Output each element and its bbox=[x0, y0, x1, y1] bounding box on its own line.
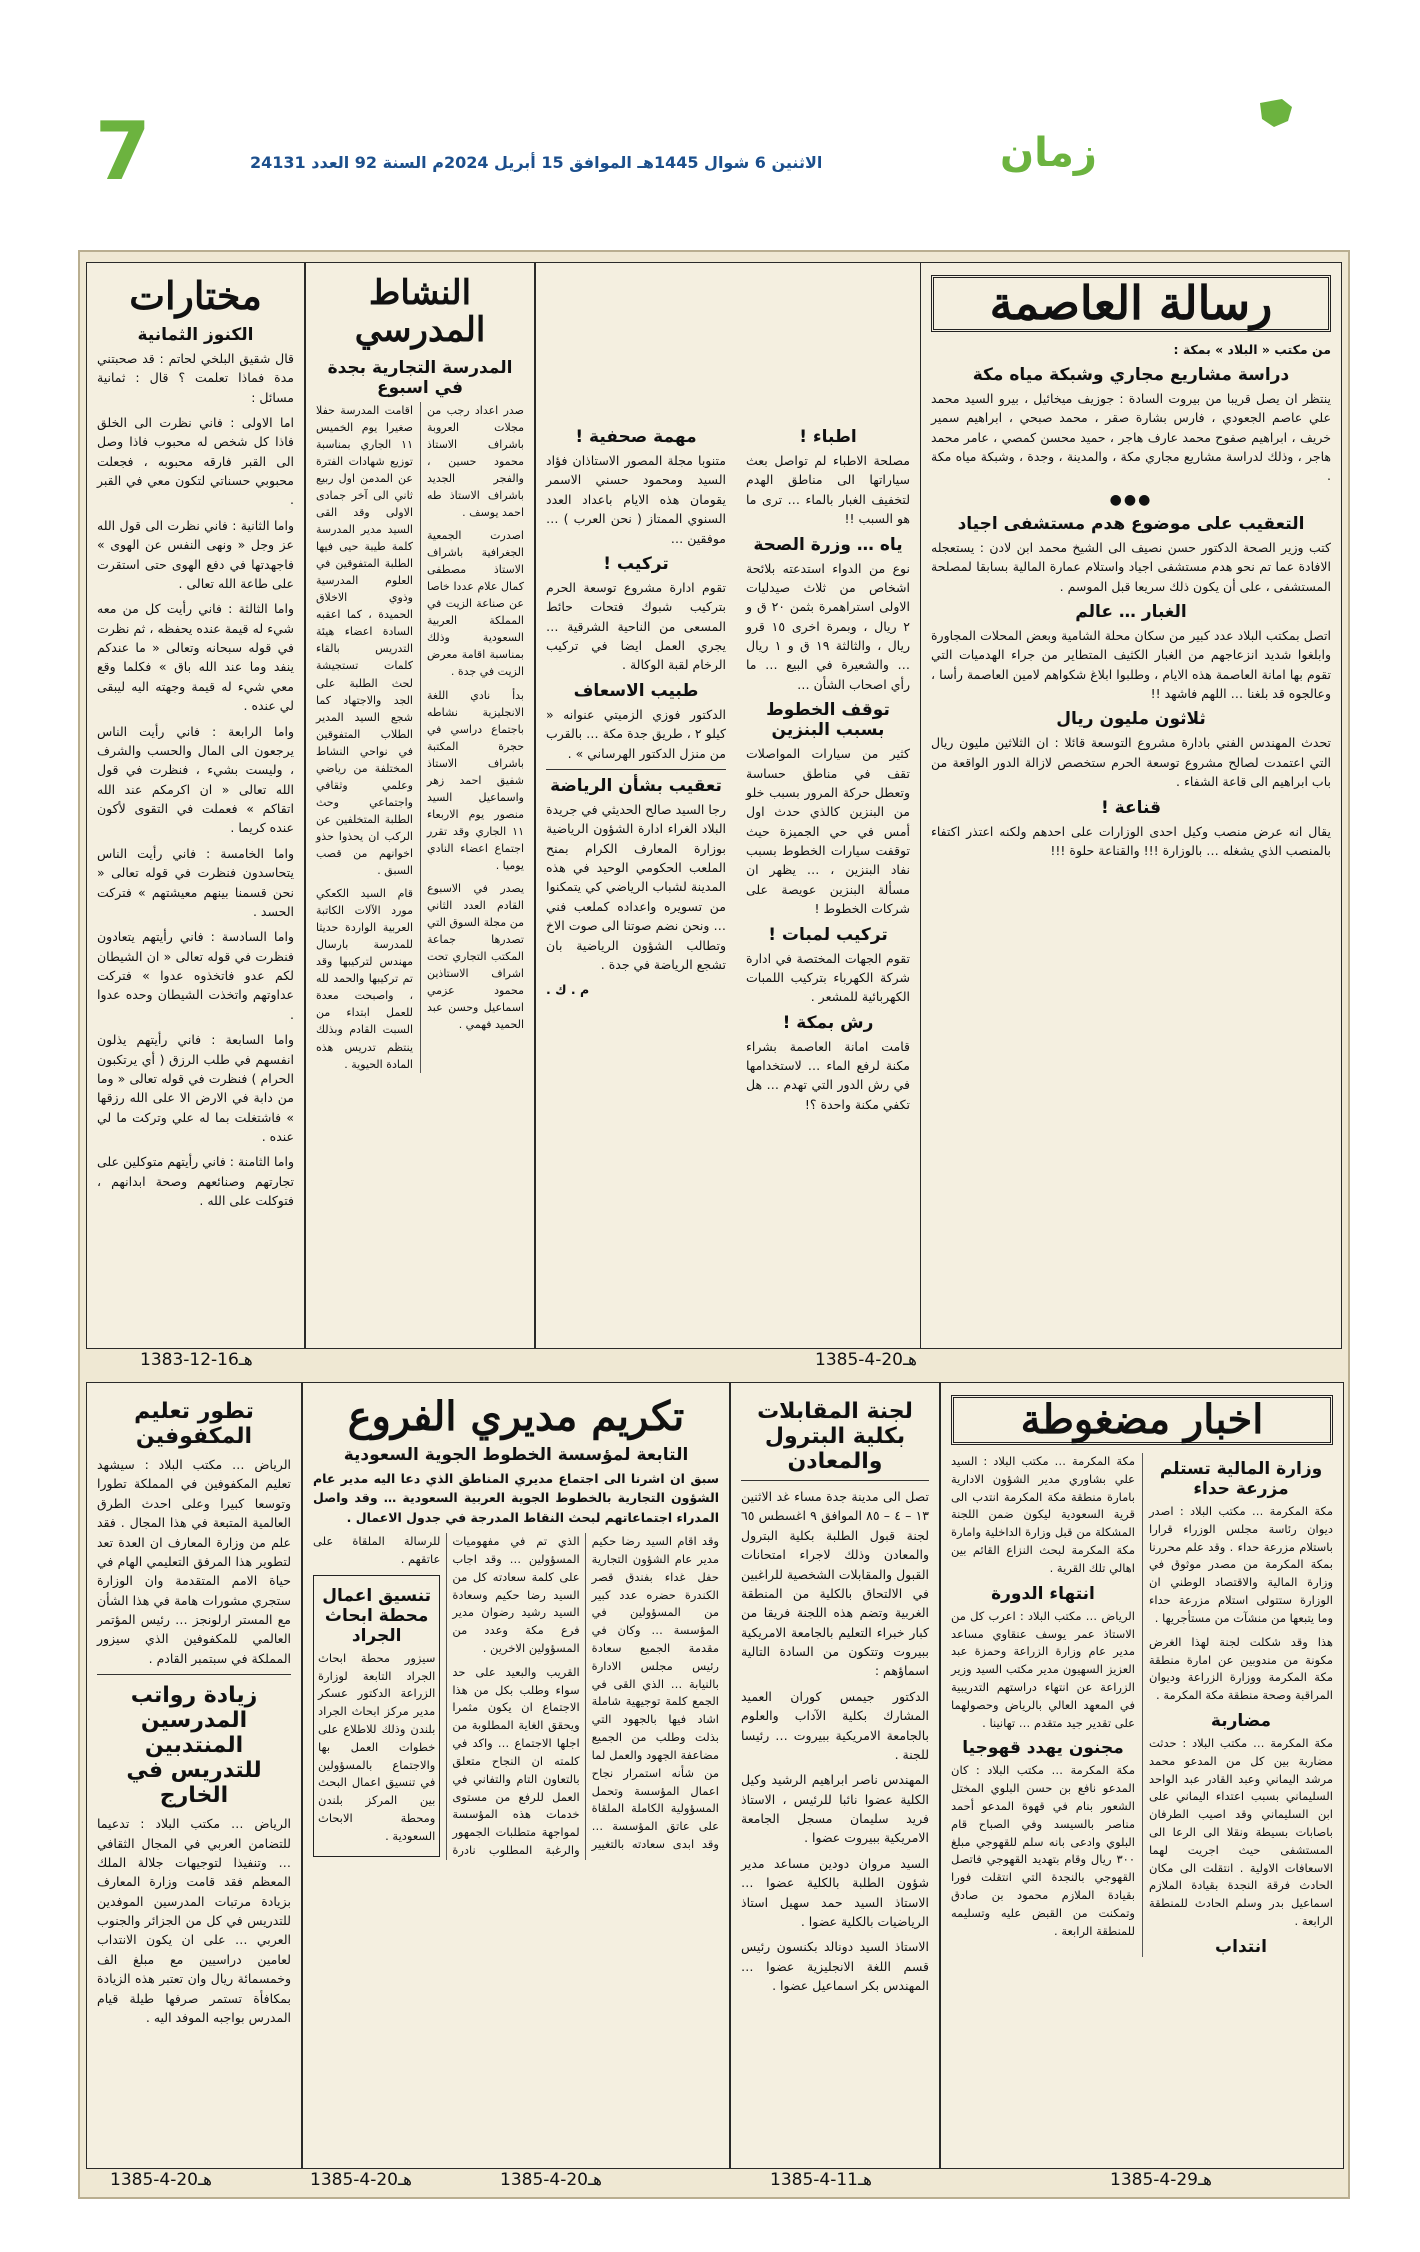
clip-news-s1-text: مكة المكرمة … مكتب البلاد : السيد علي بشاوري مدير الشؤون الادارية بامارة منطقة مكة المكرمة انتدب الى قرية السعودية ليكون ضمن اللجنة المشكلة من قبل وزارة الداخلية وامارة مكة المكرمة لبحث النزاع القائم بين اهالي تلك القرية . bbox=[951, 1454, 1135, 1575]
clip-committee-p4: السيد مروان دودين مساعد مدير شؤون الطلبة بالكلية عضوا … الاستاذ السيد حمد سهيل استاذ الرياضيات بالكلية عضوا . bbox=[741, 1855, 929, 1929]
clip-capital-s11-text: تقوم ادارة مشروع توسعة الحرم بتركيب شبوك فتحات حائط المسعى من الناحية الشرقية … يجري العمل ايضا في تركيب الرخام لقبة الوكالة . bbox=[546, 579, 726, 673]
clip-school-activity bbox=[305, 262, 535, 1349]
date-line: الاثنين 6 شوال 1445هـ الموافق 15 أبريل 2024م السنة 92 العدد 24131 bbox=[250, 153, 823, 172]
clip-school-p1: صدر اعداد رجب من مجلات العروبة باشراف الاستاذ محمود حسين ، والفجر الجديد باشراف الاستاذ طه احمد يوسف . bbox=[427, 403, 524, 520]
clip-choices-title: الكنوز الثمانية bbox=[137, 324, 254, 345]
clip-capital-letter bbox=[920, 262, 1342, 1349]
clip-blind-education bbox=[86, 1382, 302, 2169]
clip-capital-s5-text: مصلحة الاطباء لم تواصل بعث سياراتها الى مناطق الهدم لتخفيف الغبار بالماء … ترى ما هو السبب !! bbox=[746, 453, 910, 527]
clip-capital-s8-text: تقوم الجهات المختصة في ادارة شركة الكهرباء بتركيب اللمبات الكهربائية للمشعر . bbox=[746, 950, 910, 1005]
date-news: 1385-4-29هـ bbox=[1110, 2170, 1212, 2190]
locust-box bbox=[313, 1575, 440, 1857]
clip-capital-s7-title: توقف الخطوط بسبب البنزين bbox=[766, 700, 890, 741]
section-title: زمان bbox=[1000, 130, 1097, 176]
clip-school-p4: يصدر في الاسبوع القادم العدد الثاني من مجلة السوق التي تصدرها جماعة المكتب التجاري تحت اشراف الاستاذين محمود عزمي اسماعيل وحسن عبد الحميد فهمي . bbox=[427, 882, 524, 1032]
clip-news-masthead: اخبار مضغوطة bbox=[951, 1395, 1333, 1445]
clip-choices-q6: واما السادسة : فاني رأيتهم يتعادون فنظرت في قوله تعالى « ان الشيطان لكم عدو فاتخذوه عدوا » فتركت عداوتهم واتخذت الشيطان وحده عدوا . bbox=[97, 929, 294, 1022]
clip-capital-s13-sign: م . ك . bbox=[546, 982, 590, 998]
clip-capital-s5-title: اطباء ! bbox=[799, 427, 857, 447]
clip-school-p3: بدأ نادي اللغة الانجليزية نشاطه باجتماع دراسي في حجرة المكتبة باشراف الاستاذ شفيق احمد زهر واسماعيل السيد منصور يوم الاربعاء ١١ الجاري وقد تقرر اجتماع اعضاء النادي يوميا . bbox=[427, 688, 524, 872]
archive-sheet bbox=[78, 250, 1350, 2199]
clip-petroleum-committee bbox=[730, 1382, 940, 2169]
clip-capital-s1-title: التعقيب على موضوع هدم مستشفى اجياد bbox=[957, 513, 1305, 534]
clip-honor-p2: القريب والبعيد على حد سواء وطلب بكل من هذا الاجتماع ان يكون مثمرا ويحقق الغاية المطلوبة من اجلها الاجتماع … واكد في كلمته ان النجاح متعلق بالتعاون التام والتفاني في العمل للرفع من مستوى خدمات هذه المؤسسة لمواجهة متطلبات الجمهور والرغبة المطلوب نادرة للرسالة الملقاة على عاتقهم . bbox=[313, 1534, 580, 1857]
clip-capital-s2-text: اتصل بمكتب البلاد عدد كبير من سكان محلة الشامية وبعض المحلات المجاورة وابلغوا شديد انزعاجهم من الغبار الكثيف المتطاير من جراء الهدميات التي تقوم بها امانة العاصمة هذه الايام ، وطلبوا ابلاغ شكواهم لامين العاصمة رأسا ، وعالجوه قد بلغنا … اللهم فاشهد !! bbox=[931, 627, 1331, 702]
clip-compressed-news bbox=[940, 1382, 1344, 2169]
clip-honor-box-text: سيزور محطة ابحاث الجراد التابعة لوزارة الزراعة الدكتور عسكر مدير مركز ابحاث الجراد بلندن وذلك للاطلاع على خطوات العمل بها والاجتماع بالمسؤولين في تنسيق اعمال البحث بين المركز بلندن ومحطة الابحاث السعودية . bbox=[318, 1650, 436, 1843]
clip-capital-s11-title: تركيب ! bbox=[603, 553, 669, 574]
clip-capital-s10-text: متنوبا مجلة المصور الاستاذان فؤاد السيد ومحمود حسني الاسمر يقومان هذه الايام باعداد العدد السنوي الممتاز ( نحن العرب ) … موفقين … bbox=[546, 453, 726, 546]
clip-capital-col-3 bbox=[535, 262, 736, 1349]
clip-honor-subtitle: التابعة لمؤسسة الخطوط الجوية السعودية bbox=[343, 1445, 689, 1465]
clip-capital-s10-title: مهمة صحفية ! bbox=[575, 427, 697, 447]
clip-honor-title: تكريم مديري الفروع bbox=[347, 1393, 685, 1440]
clip-choices-q8: واما الثامنة : فاني رأيتهم متوكلين على تجارتهم وصنائعهم وصحة ابدانهم ، فتوكلت على الله . bbox=[97, 1154, 294, 1209]
clip-capital-s12-title: طبيب الاسعاف bbox=[573, 680, 699, 701]
clip-committee-p5: الاستاذ السيد دونالد بكنسون رئيس قسم اللغة الانجليزية عضوا … المهندس بكر اسماعيل عضوا . bbox=[741, 1939, 929, 1993]
clip-capital-s8-title: تركيب لمبات ! bbox=[768, 924, 888, 945]
clip-choices-intro: قال شقيق البلخي لحاتم : قد صحبتني مدة فماذا تعلمت ؟ قال : ثمانية مسائل : bbox=[97, 350, 294, 405]
clip-news-s4-text2: هذا وقد شكلت لجنة لهذا الغرض مكونة من مندوبين عن امارة منطقة مكة المكرمة ووزارة الزراعة وديوان المراقبة وصحة منطقة مكة المكرمة . bbox=[1149, 1634, 1333, 1703]
clip-news-s3-text: مكة المكرمة … مكتب البلاد : كان المدعو نافع بن حسن البلوي المختل الشعور بنام في قهوة المدعو أحمد مناصر بالسيسد وفي الصباح قام البلوي وادعى بانه سلم للقهوجي مبلغ ٣٠٠ ريال وقام بتهديد القهوجي فاتصل القهوجي بالنجدة التي انتقلت فورا بقيادة الملازم محمود بن صادق وتمكنت من القبض عليه وتسليمه للمنطقة الرابعة . bbox=[951, 1763, 1135, 1938]
clip-school-p5: اقامت المدرسة حفلا صغيرا يوم الخميس ١١ الجاري بمناسبة توزيع شهادات الفترة عن المدمن اول ربيع ثاني الى آخر جمادى الاولى وقد القى السيد مدير المدرسة كلمة طيبة حيى فيها الطلبة المتفوقين في العلوم المدرسية وذوي الاخلاق الحميدة ، كما اعقبه السادة اعضاء هيئة التدريس بالقاء كلمات تستجيشة لحث الطلبة على الجد والاجتهاد كما شجع السيد المدير الطلاب المتفوقين في نواحي النشاط المختلفة من رياضي وعلمي وثقافي واجتماعي وحث الطلبة المتخلفين عن الركب ان يحذوا حذو اخوانهم من قصب السبق . bbox=[316, 403, 413, 878]
clip-choices-q2: واما الثانية : فاني نظرت الى قول الله عز وجل « ونهى النفس عن الهوى » فاجهدتها في دفع الهوى حتى استقرت على طاعة الله تعالى . bbox=[97, 517, 294, 591]
clip-choices-q4: واما الرابعة : فاني رأيت الناس يرجعون الى المال والحسب والشرف ، وليست بشيء ، فنظرت في قول الله تعالى « ان اكرمكم عند الله اتقاكم » فعملت في التقوى لأكون عنده كريما . bbox=[97, 723, 294, 836]
clip-news-s2-title: انتهاء الدورة bbox=[991, 1583, 1095, 1604]
clip-choices-q3: واما الثالثة : فاني رأيت كل من معه شيء له قيمة عنده يحفظه ، ثم نظرت في قوله سبحانه وتعالى « ما عندكم ينفد وما عند الله باق » فكلما وقع معي شيء له قيمة وجهته اليه ليبقى لي عنده . bbox=[97, 601, 294, 714]
clip-capital-masthead: رسالة العاصمة bbox=[931, 275, 1331, 332]
clip-capital-s12-text: الدكتور فوزي الزميتي عنوانه « كيلو ٢ ، طريق جدة مكة … بالقرب من منزل الدكتور الهرساني » . bbox=[546, 706, 726, 761]
clip-choices bbox=[86, 262, 305, 1349]
clip-capital-headline: دراسة مشاريع مجاري وشبكة مياه مكة bbox=[972, 364, 1290, 385]
clip-capital-s9-title: رش بمكة ! bbox=[782, 1012, 874, 1033]
clip-news-s3-title: مجنون يهدد قهوجيا bbox=[962, 1738, 1124, 1759]
clip-deaf-title2: زيادة رواتب المدرسين المنتدبين للتدريس في الخارج bbox=[126, 1683, 262, 1809]
clip-news-s5-text: مكة المكرمة … مكتب البلاد : حدثت مضاربة بين كل من المدعو محمد مرشد اليماني وعبد القادر عبد الواحد السليماني بسبب اعتداء اليماني على ابن السليماني وقد اصيب الطرفان باصابات بسيطة ونقلا الى الرعا الى المستشفى حيث اجريت لهما الاسعافات الاولية . انتقلت الى مكان الحادث فرقة النجدة بقيادة الملازم اسماعيل بدر وسلم الحادث للمنطقة الرابعة . bbox=[1149, 1735, 1333, 1929]
clip-capital-lead: ينتظر ان يصل قريبا من بيروت السادة : جوزيف ميخائيل ، بيرو السيد محمد علي عاصم الجعودي ، فارس بشارة صقر ، محمد صبحي ، ابراهيم سمير خريف ، ابراهيم صفوح محمد عارف هاجر ، حميد محسن كمصي ، عامر محمد هاجر ، وذلك لدراسة مشاريع مجاري مكة ، والمدينة ، وجدة ، وشبكة مياه مكة . bbox=[931, 390, 1331, 484]
clip-choices-q5: واما الخامسة : فاني رأيت الناس يتحاسدون فنظرت في قوله تعالى « نحن قسمنا بينهم معيشتهم » فتركت الحسد . bbox=[97, 845, 294, 919]
clip-capital-s6-text: نوع من الدواء استدعته بلائحة اشخاص من ثلاث صيدليات الاولى استراهمرة بثمن ٢٠ ق و ٢ ريال ، وبمرة اخرى ١٥ قرو ريال ، والثالثة ١٩ ق و ١ ريال … والشعيرة في البيع … ما رأي اصحاب الشأن … bbox=[746, 560, 910, 692]
clip-capital-s9-text: قامت امانة العاصمة بشراء مكنة لرفع الماء … لاستخدامها في رش الدور التي تهدم … هل تكفي مكنة واحدة ؟! bbox=[746, 1038, 910, 1112]
clip-news-s4-title: وزارة المالية تستلم مزرعة حداء bbox=[1159, 1459, 1323, 1499]
clip-news-s4-text: مكة المكرمة … مكتب البلاد : اصدر ديوان رئاسة مجلس الوزراء قرارا باستلام مزرعة حداء . وقد علم محررنا بمكة المكرمة من مصدر موثوق في وزارة المالية والاقتصاد الوطني ان الوزارة ستتولى استلام مزرعة حداء وما يتبعها من منشآت من مستأجريها . bbox=[1149, 1504, 1333, 1625]
clip-capital-s7-text: كثير من سيارات المواصلات تقف في مناطق حساسة وتعطل حركة المرور بسبب خلو من البنزين كالذي حدث اول أمس في حي الجميزة حيث توقفت سيارات الخطوط بسبب نفاد البنزين ، … يظهر ان مسألة البنزين عويصة على شركات الخطوط ! bbox=[746, 746, 910, 917]
date-honor: 1385-4-20هـ bbox=[310, 2170, 412, 2190]
clip-school-p2: اصدرت الجمعية الجغرافية باشراف الاستاذ مصطفى كمال علام عددا خاصا عن صناعة الزيت في المملكة العربية السعودية وذلك بمناسبة اقامة معرض الزيت في جدة . bbox=[427, 529, 524, 679]
clip-school-title: المدرسة التجارية بجدة في اسبوع bbox=[327, 357, 513, 398]
clip-honor-p1: وقد اقام السيد رضا حكيم مدير عام الشؤون التجارية حفل غداء بفندق قصر الكندرة حضره عدد كبير من المسؤولين في المؤسسة … وكان في مقدمة الجميع سعادة رئيس مجلس الادارة بالنيابة … الذي القى في الجمع كلمة توجيهية شاملة اشاد فيها بالجهود التي بذلت وطلب من الجميع مضاعفة الجهود والعمل لما من شأنه استمرار نجاح اعمال المؤسسة وتحمل المسؤولية الكاملة الملقاة على عاتق المؤسسة … وقد ابدى سعادته بالتغيير الذي تم في مفهوميات المسؤولين … وقد اجاب على كلمة سعادته كل من السيد رضا حكيم وسعادة السيد رشيد رضوان مدير فرع مكة وعدد من المسؤولين الاخرين . bbox=[452, 1534, 719, 1851]
clip-capital-s6-title: ياه … وزرة الصحة bbox=[753, 534, 903, 555]
date-committee: 1385-4-11هـ bbox=[770, 2170, 872, 2190]
clip-capital-s4-text: يقال انه عرض منصب وكيل احدى الوزارات على احدهم ولكنه اعتذر اكتفاء بالمنصب الذي يشغله … بالوزارة !!! والقناعة حلوة !!! bbox=[931, 823, 1331, 858]
map-icon bbox=[1260, 99, 1292, 127]
clip-capital-byline: من مكتب « البلاد » بمكة : bbox=[1173, 341, 1331, 357]
date-school: 1385-4-20هـ bbox=[500, 2170, 602, 2190]
clip-deaf-text: الرياض … مكتب البلاد : سيشهد تعليم المكفوفين في المملكة تطورا وتوسعا كبيرا وعلى احدث الطرق العالمية المتبعة في هذا المجال . فقد علم من وزارة المعارف ان العدة تعد لتطوير هذا المرفق التعليمي الهام في حياة الامم المتقدمة وان الوزارة ستجري مشورات هامة في هذا الشأن مع المستر ارلونجز … رئيس المؤتمر العالمي للمكفوفين الذي سيزور المملكة في سبتمبر القادم . bbox=[97, 1457, 291, 1666]
date-deaf: 1385-4-20هـ bbox=[110, 2170, 212, 2190]
clip-honor-box-title: تنسيق اعمال محطة ابحاث الجراد bbox=[322, 1585, 432, 1646]
clip-capital-s4-title: قناعة ! bbox=[1100, 797, 1162, 818]
date-capital: 1385-4-20هـ bbox=[815, 1350, 917, 1370]
clip-capital-col-2 bbox=[735, 262, 920, 1349]
clip-school-p6: قام السيد الكعكي مورد الآلات الكاتبة العربية الواردة حديثا للمدرسة بارسال مهندس لتركيبها وقد تم تركيبها والحمد لله ، واصبحت معدة للعمل ابتداء من السبت القادم وبذلك ينتظم تدريس هذه المادة الحيوية . bbox=[316, 887, 413, 1071]
clip-choices-q1: اما الاولى : فاني نظرت الى الخلق فاذا كل شخص له محبوب فاذا وصل الى القبر فارقه محبوبه ، فجعلت محبوبي حسناتي لتكون معي في القبر . bbox=[97, 414, 294, 508]
clip-capital-s3-title: ثلاثون مليون ريال bbox=[1056, 709, 1206, 730]
logo bbox=[1110, 95, 1360, 213]
clip-deaf-text2: الرياض … مكتب البلاد : تدعيما للتضامن العربي في المجال الثقافي … وتنفيذا لتوجيهات جلالة الملك المعظم فقد قامت وزارة المعارف بزيادة مرتبات المدرسين الموفدين للتدريس في كل من الجزائر والجنوب العربي … على ان يكون الانتداب لعامين دراسيين مع مبلغ الف وخمسمائة ريال وان تعتبر هذه الزيادة بمكافأة تستمر صرفها طيلة قيام المدرس بواجبه الموفد اليه . bbox=[97, 1816, 291, 2025]
clip-committee-p3: المهندس ناصر ابراهيم الرشيد وكيل الكلية عضوا نائبا للرئيس ، الاستاذ فريد سليمان مسجل الجامعة الامريكية ببيروت عضوا . bbox=[741, 1772, 929, 1846]
clip-deaf-title: تطور تعليم المكفوفين bbox=[134, 1399, 254, 1449]
clip-capital-s2-title: الغبار … عالم bbox=[1075, 601, 1187, 622]
clip-capital-s13-title: تعقيب بشأن الرياضة bbox=[550, 775, 722, 796]
clip-capital-s3-text: تحدث المهندس الفني بادارة مشروع التوسعة قائلا : ان الثلاثين مليون ريال التي اعتمدت لصالح مشروع توسعة الحرم ستخصص لازالة الدور الواقعة من باب ابراهيم الى قاعة الشفاء . bbox=[931, 735, 1331, 790]
clip-capital-s13-text: رجا السيد صالح الحديثي في جريدة البلاد الغراء ادارة الشؤون الرياضية بوزارة المعارف الكرام بمنح الملعب الحكومي الوحيد في هذه المدينة لشباب الرياضي كي يتمكنوا من تسويره واعداده كملعب فني … ونحن نضم صوتنا الى صوت الاخ وتطالب الشؤون الرياضية بان تشجع الرياضة في جدة . bbox=[546, 801, 726, 972]
date-choices: 1383-12-16هـ bbox=[140, 1350, 253, 1370]
clip-honor-lead: سبق ان اشرنا الى اجتماع مديري المناطق الذي دعا اليه مدير عام الشؤون التجارية بالخطوط الجوية العربية السعودية … وقد واصل المدراء اجتماعاتهم لبحث النقاط المدرجة في جدول الاعمال . bbox=[313, 1471, 719, 1525]
clip-committee-p1: تصل الى مدينة جدة مساء غد الاثنين ١٣ – ٤ – ٨٥ الموافق ٩ اغسطس ٦٥ لجنة قبول الطلبة بكلية البترول والمعادن وذلك لاجراء امتحانات القبول والمقابلات الشخصية للراغبين في الالتحاق بالكلية من المنطقة الغربية وتضم هذه اللجنة فريقا من كبار خبراء التعليم بالجامعة الامريكية ببيروت وتتكون من السادة التالية اسماؤهم : bbox=[741, 1489, 929, 1679]
dots-divider: ●●● bbox=[1109, 491, 1153, 508]
page-number: 7 bbox=[95, 105, 151, 198]
clip-committee-p2: الدكتور جيمس كوران العميد المشارك بكلية الآداب والعلوم بالجامعة الامريكية ببيروت … رئيسا للجنة . bbox=[741, 1688, 929, 1762]
clip-choices-masthead: مختارات bbox=[129, 273, 262, 318]
clip-capital-s1-text: كتب وزير الصحة الدكتور حسن نصيف الى الشيخ محمد ابن لادن : يستعجله الافادة عما تم نحو هدم مستشفى اجياد واستلام عمارة المالية بسابقا لمصلحة المستشفى ، على أن يكون ذلك سريعا قبل الموسم . bbox=[931, 539, 1331, 594]
clip-honor-managers bbox=[302, 1382, 730, 2169]
clip-news-s2-text: الرياض … مكتب البلاد : اعرب كل من الاستاذ عمر يوسف عنقاوي مساعد مدير عام وزارة الزراعة وحمزة عبد العزيز السهيون مدير مكتب السيد وزير الزراعة عن انتهاء دراستهم التدريبية في المعهد العالي بالرياض وحصولهما على تقدير جيد متقدم … تهانينا . bbox=[951, 1608, 1135, 1730]
clip-committee-title: لجنة المقابلات بكلية البترول والمعادن bbox=[757, 1399, 913, 1474]
clip-news-s5-title: مضاربة bbox=[1210, 1710, 1272, 1731]
clip-news-s1-title: انتداب bbox=[1215, 1936, 1267, 1957]
clip-choices-q7: واما السابعة : فاني رأيتهم يذلون انفسهم في طلب الرزق ( أي يرتكبون الحرام ) فنظرت في قوله تعالى « وما من دابة في الارض الا على الله رزقها » فاشتغلت بما له علي وتركت ما لي عنده . bbox=[97, 1032, 294, 1145]
clip-school-masthead: النشاط المدرسي bbox=[354, 273, 486, 351]
